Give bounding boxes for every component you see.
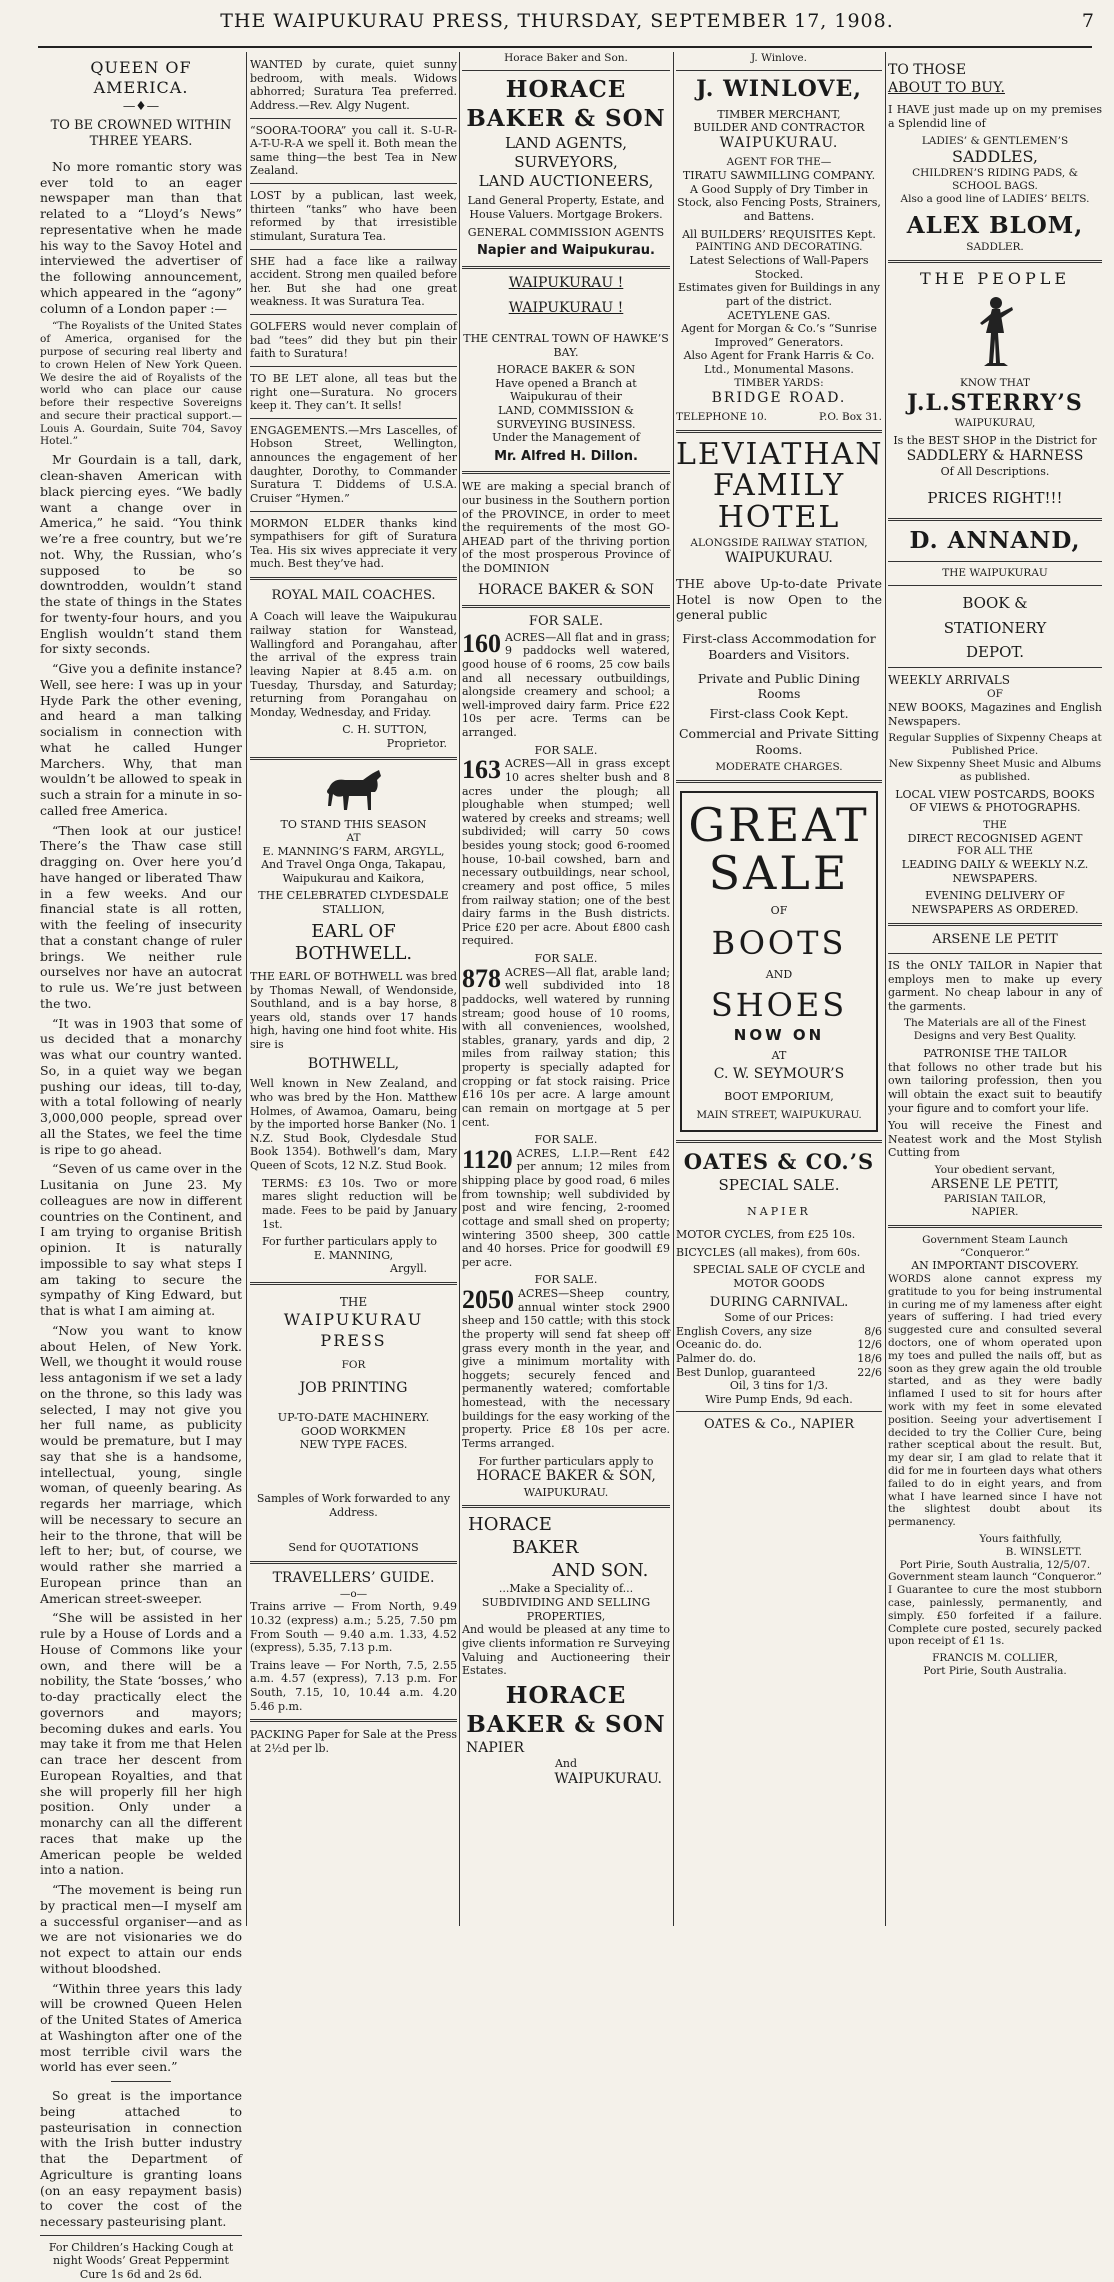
ad-golfers: GOLFERS would never complain of bad “tees” did they but pin their faith to Suratura! bbox=[250, 320, 457, 361]
property-listing bbox=[462, 1144, 670, 1270]
hotel-cook: First-class Cook Kept. bbox=[709, 706, 849, 722]
masthead bbox=[0, 0, 1114, 42]
oates-footer: OATES & Co., NAPIER bbox=[703, 1417, 855, 1433]
sire-description: Well known in New Zealand, and who was bred by the Hon. Matthew Holmes, of Awamoa, Oamaru, being by the imported horse Banker (No. 1 N.Z. Stud Book, Clydesdale Stud Book 1354). Bothwell’s dam, Mary Queen of Scots, 12 N.Z. Stud Book. bbox=[250, 1077, 457, 1173]
firm-line: LAND AUCTIONEERS, bbox=[478, 171, 654, 190]
hotel-name-line2: FAMILY bbox=[712, 468, 846, 504]
article-paragraph: “It was in 1903 that some of us decided that a monarchy was what our country wanted. So, in a quiet way we began pushing our ideas, till to-day, with a total following of nearly 3,000,000 people, spread over all the States, we feel the time is ripe to go ahead. bbox=[40, 1015, 242, 1157]
annand-books: NEW BOOKS, Magazines and English Newspapers. bbox=[888, 701, 1102, 728]
collier-launch2: Government steam launch “Conqueror.” bbox=[888, 1571, 1102, 1584]
press-ad-samples: Samples of Work forwarded to any Address. bbox=[256, 1492, 451, 1519]
annand-delivery: EVENING DELIVERY OF NEWSPAPERS AS ORDERED. bbox=[911, 889, 1079, 916]
ad-rule bbox=[888, 518, 1102, 521]
for-sale-heading: FOR SALE. bbox=[534, 1133, 598, 1147]
column-classifieds bbox=[250, 52, 457, 1928]
ad-she: SHE had a face like a railway accident. Strong men quailed before her. But she had one great weakness. It was Suratura Tea. bbox=[250, 254, 457, 309]
listing-acres: 1120 bbox=[462, 1144, 513, 1174]
price-item-name: English Covers, any size bbox=[676, 1324, 812, 1338]
sale-address: MAIN STREET, WAIPUKURAU. bbox=[696, 1109, 862, 1122]
header-rule bbox=[38, 46, 1092, 48]
blom-saddles: SADDLES, bbox=[952, 147, 1038, 167]
ad-peppermint-cure: For Children’s Hacking Cough at night Woods’ Great Peppermint Cure 1s 6d and 2s 6d. bbox=[48, 2240, 234, 2282]
sale-and: AND bbox=[765, 967, 793, 981]
blom-name: ALEX BLOM, bbox=[906, 211, 1084, 239]
firm-line: GENERAL COMMISSION AGENTS bbox=[467, 225, 665, 239]
ad-rule bbox=[250, 577, 457, 580]
press-ad-job-printing: JOB PRINTING bbox=[299, 1379, 408, 1396]
listing-description: ACRES, L.I.P.—Rent £42 per annum; 12 miles from shipping place by good road, 6 miles from township; well subdivided by post and wire fencing, 2-roomed cottage and small shed on property; wintering 3500 sheep, 300 cattle and 40 horses. Price for goodwill £9 per acre. bbox=[462, 1146, 670, 1269]
stallion-at: AT bbox=[346, 831, 361, 844]
column-divider bbox=[459, 52, 460, 1926]
column-winlove-hotel-oates bbox=[676, 52, 882, 1928]
ad-rule bbox=[250, 366, 457, 367]
assistance-notice: And would be pleased at any time to give clients information re Surveying Valuing and Auctioneering their Estates. bbox=[462, 1623, 670, 1678]
ad-engagements: ENGAGEMENTS.—Mrs Lascelles, of Hobson Street, Wellington, announces the engagement of her daughter, Dorothy, to Commander Suratura T. Diddems of U.S.A. Cruiser “Hymen.” bbox=[250, 423, 457, 505]
packing-paper-ad: PACKING Paper for Sale at the Press at 2½d per lb. bbox=[250, 1728, 457, 1755]
price-item-value: 22/6 bbox=[857, 1365, 882, 1379]
winlove-agent: AGENT FOR THE— bbox=[726, 156, 832, 169]
article-subtitle: TO BE CROWNED WITHIN THREE YEARS. bbox=[50, 118, 232, 150]
ad-rule bbox=[250, 418, 457, 419]
column-local-traders bbox=[888, 52, 1102, 1928]
oates-town: NAPIER bbox=[747, 1204, 811, 1218]
annand-line: Regular Supplies of Sixpenny Cheaps at Published Price. bbox=[888, 732, 1102, 758]
stallion-place: Argyll. bbox=[390, 1262, 427, 1276]
ad-rule bbox=[250, 314, 457, 315]
stallion-heading: TO STAND THIS SEASON bbox=[280, 818, 427, 832]
further-particulars: For further particulars apply to bbox=[478, 1454, 654, 1468]
oates-prices-label: Some of our Prices: bbox=[724, 1311, 834, 1325]
oates-pump: Wire Pump Ends, 9d each. bbox=[705, 1392, 853, 1406]
tailor-servant: Your obedient servant, bbox=[934, 1164, 1056, 1177]
trains-leave: Trains leave — For North, 7.5, 2.55 a.m. 4.57 (express), 7.13 p.m. For South, 7.15, 10, 10.44 a.m. 4.20 5.46 p.m. bbox=[250, 1658, 457, 1713]
sterry-town: WAIPUKURAU, bbox=[954, 417, 1036, 430]
ad-rule bbox=[676, 70, 882, 71]
annand-name: D. ANNAND, bbox=[909, 526, 1081, 554]
hotel-open: THE above Up-to-date Private Hotel is now Open to the general public bbox=[676, 575, 882, 623]
annand-for-all: FOR ALL THE bbox=[957, 845, 1033, 858]
column-article-queen-of-america bbox=[40, 52, 242, 2282]
ad-to-be-let: TO BE LET alone, all teas but the right one—Suratura. No grocers keep it. They can’t. It sells! bbox=[250, 371, 457, 413]
ad-rule bbox=[250, 1282, 457, 1285]
ad-rule bbox=[250, 511, 457, 512]
winlove-town: WAIPUKURAU. bbox=[719, 134, 839, 151]
press-ad-the: THE bbox=[339, 1295, 368, 1310]
for-sale-heading: FOR SALE. bbox=[534, 952, 598, 966]
ad-rule bbox=[462, 471, 670, 474]
ad-rule bbox=[888, 923, 1102, 926]
listing-acres: 2050 bbox=[462, 1285, 514, 1315]
special-branch-notice: WE are making a special branch of our business in the Southern portion of the PROVINCE, in order to meet the requirements of the most GO-AHEAD part of the thriving portion of the most prosperous Province of the DOMINION bbox=[462, 480, 670, 576]
price-item-value: 12/6 bbox=[857, 1338, 882, 1352]
firm-name-line1: HORACE bbox=[505, 1681, 627, 1709]
blom-line: LADIES’ & GENTLEMEN’S bbox=[921, 134, 1069, 147]
for-sale-heading: FOR SALE. bbox=[534, 1273, 598, 1287]
column-divider bbox=[246, 52, 247, 1926]
collier-address: Port Pirie, South Australia. bbox=[923, 1664, 1067, 1677]
hotel-dining: Private and Public Dining Rooms bbox=[697, 670, 861, 702]
ad-rule bbox=[888, 561, 1102, 562]
news-brief-butter: So great is the importance being attached to pasteurisation in connection with the Irish butter industry that the Department of Agriculture is granting loans (on an easy repayment basis) to cover the cost of the necessary pasteurising plant. bbox=[40, 2088, 242, 2230]
ad-suratura-soora: “SOORA-TOORA” you call it. S-U-R-A-T-U-R-A we spell it. Both mean the same thing—the best Tea in New Zealand. bbox=[250, 123, 457, 178]
ad-rule bbox=[676, 1140, 882, 1143]
annand-of: OF bbox=[987, 688, 1003, 701]
annand-line: STATIONERY bbox=[943, 618, 1047, 637]
property-listing bbox=[462, 628, 670, 740]
ad-rule bbox=[250, 118, 457, 119]
price-item-name: Palmer do. do. bbox=[676, 1351, 757, 1365]
hotel-charges: MODERATE CHARGES. bbox=[715, 761, 843, 774]
for-sale-heading: FOR SALE. bbox=[534, 743, 598, 757]
winlove-name: J. WINLOVE, bbox=[696, 75, 862, 102]
ad-rule bbox=[462, 1505, 670, 1508]
ad-rule bbox=[250, 1719, 457, 1722]
firm-name: HORACE BAKER & SON, bbox=[476, 1468, 656, 1485]
blom-trade: SADDLER. bbox=[966, 240, 1024, 253]
speciality-label: ...Make a Speciality of... bbox=[498, 1582, 634, 1596]
sale-item: SHOES bbox=[710, 986, 848, 1025]
oates-name: OATES & CO.’S bbox=[683, 1149, 875, 1175]
press-ad-name: WAIPUKURAU PRESS bbox=[283, 1310, 424, 1350]
winlove-estimates: Estimates given for Buildings in any part of the district. bbox=[678, 281, 880, 308]
listing-acres: 878 bbox=[462, 963, 501, 993]
sterry-name: J.L.STERRY’S bbox=[907, 389, 1083, 416]
ad-rule bbox=[250, 249, 457, 250]
winlove-yards-label: TIMBER YARDS: bbox=[734, 376, 824, 389]
stallion-description: THE EARL OF BOTHWELL was bred by Thomas Newall, of Wendonside, Southland, and is a bay horse, 8 years old, stands over 17 hands high, having one hind foot white. His sire is bbox=[250, 969, 457, 1052]
hotel-sitting-rooms: Commercial and Private Sitting Rooms. bbox=[678, 725, 880, 757]
tailor-patronise: PATRONISE THE TAILOR bbox=[923, 1047, 1067, 1061]
sterry-best-shop: Is the BEST SHOP in the District for bbox=[893, 434, 1097, 448]
price-row bbox=[676, 1352, 882, 1366]
sale-item: BOOTS bbox=[711, 924, 847, 963]
newspaper-title: THE WAIPUKURAU PRESS, THURSDAY, SEPTEMBER 17, 1908. bbox=[220, 10, 894, 32]
winlove-line: TIMBER MERCHANT, bbox=[717, 107, 841, 121]
collier-launch: Government Steam Launch “Conqueror.” bbox=[922, 1233, 1068, 1259]
tailor-intro: IS the ONLY TAILOR in Napier that employs men to make up every garment. No cheap labour in any of the garments. bbox=[888, 958, 1102, 1013]
firm-name-line2: BAKER & SON bbox=[466, 1710, 666, 1738]
article-divider: —♦— bbox=[122, 98, 160, 114]
sale-of: OF bbox=[770, 903, 788, 917]
winlove-telephone: TELEPHONE 10. bbox=[676, 411, 768, 424]
stallion-travel: And Travel Onga Onga, Takapau, Waipukurau and Kaikora, bbox=[261, 858, 446, 885]
man-illustration bbox=[970, 293, 1020, 373]
sale-headline: GREAT bbox=[688, 798, 870, 853]
collier-testimonial: WORDS alone cannot express my gratitude to you for being instrumental in curing me of my lameness after eight years of suffering. I had tried every suggested cure and consulted several doctors, one of whom operated upon my toes and pulled the nails off, but as soon as they grew again the old trouble started, and as they were badly inflamed I used to sit for hours after work with my feet in some elevated position. Seeing your advertisement I decided to try the Collier Cure, being rather sceptical about the result. But, my dear sir, I am glad to relate that it did for me in fourteen days what others failed to do in eight years, and from what I have learned since I have not the slightest doubt about its permanency. bbox=[888, 1273, 1102, 1529]
annand-postcards: LOCAL VIEW POSTCARDS, BOOKS OF VIEWS & PHOTOGRAPHS. bbox=[895, 787, 1095, 815]
price-item-value: 8/6 bbox=[864, 1324, 882, 1338]
article-rule bbox=[111, 2081, 171, 2082]
listing-acres: 160 bbox=[462, 628, 501, 658]
coaches-body: A Coach will leave the Waipukurau railway station for Wanstead, Wallingford and Porangahau, after the arrival of the express train leaving Napier at 8.45 a.m. on Tuesday, Thursday, and Saturday; returning from Porangahau on Monday, Wednesday, and Friday. bbox=[250, 610, 457, 719]
annand-line: DEPOT. bbox=[966, 643, 1024, 662]
hotel-name-line3: HOTEL bbox=[717, 499, 841, 535]
firm-name-line2: BAKER & SON bbox=[466, 104, 666, 132]
hotel-name-line1: LEVIATHAN bbox=[676, 436, 884, 472]
article-paragraph: “The movement is being run by practical men—I myself am a successful organiser—and as we are not visionaries we do not expect to attain our ends without bloodshed. bbox=[40, 1882, 242, 1976]
ad-rule bbox=[888, 260, 1102, 263]
article-title: QUEEN OF AMERICA. bbox=[90, 58, 192, 98]
sterry-headline: THE PEOPLE bbox=[919, 268, 1071, 288]
business-lines: LAND, COMMISSION & SURVEYING BUSINESS. bbox=[496, 404, 636, 431]
for-sale-heading: FOR SALE. bbox=[528, 614, 604, 630]
ad-header: Horace Baker and Son. bbox=[504, 52, 628, 64]
price-row bbox=[676, 1338, 882, 1352]
press-ad-workmen: GOOD WORKMEN bbox=[301, 1424, 406, 1438]
winlove-line: BUILDER AND CONTRACTOR bbox=[693, 121, 865, 135]
article-paragraph: “Then look at our justice! There’s the Thaw case still dragging on. Over here you’d have hanged or liberated Thaw in a few weeks. And our financial state is all rotten, with the feeling of insecurity that a constant change of ruler brings. We neither rule ourselves nor have an autocrat to rule us. We’re just between the two. bbox=[40, 822, 242, 1011]
sterry-prices: PRICES RIGHT!!! bbox=[927, 488, 1063, 507]
press-ad-type-faces: NEW TYPE FACES. bbox=[299, 1438, 408, 1452]
property-listing bbox=[462, 757, 670, 948]
winlove-painting: PAINTING AND DECORATING. bbox=[695, 241, 863, 254]
boot-sale-ad bbox=[680, 791, 878, 1132]
collier-headline: AN IMPORTANT DISCOVERY. bbox=[911, 1259, 1079, 1273]
tailor-town: NAPIER. bbox=[971, 1206, 1019, 1219]
winlove-stock: A Good Supply of Dry Timber in Stock, also Fencing Posts, Strainers, and Battens. bbox=[677, 182, 881, 224]
sterry-saddlery: SADDLERY & HARNESS bbox=[906, 447, 1084, 464]
manager-name: Mr. Alfred H. Dillon. bbox=[494, 448, 638, 464]
sale-at: AT bbox=[771, 1048, 787, 1062]
tailor-body: that follows no other trade but his own tailoring profession, then you will obtain the exact suit to beautify your figure and to comfort your life. bbox=[888, 1060, 1102, 1115]
stallion-celebrated: THE CELEBRATED CLYDESDALE STALLION, bbox=[258, 889, 449, 917]
ad-rule bbox=[462, 70, 670, 71]
firm-name-stagger: BAKER bbox=[512, 1537, 579, 1559]
collier-yours: Yours faithfully, bbox=[979, 1532, 1062, 1545]
annand-weekly: WEEKLY ARRIVALS bbox=[888, 673, 1010, 688]
listing-description: ACRES—All flat and in grass; 9 paddocks well watered, good house of 6 rooms, 25 cow bails and all necessary outbuildings, alongside creamery and school; a well-improved dairy farm. Price £22 10s per acre. Terms can be arranged. bbox=[462, 630, 670, 740]
article-paragraph: “Now you want to know about Helen, of New York. Well, we thought it would rouse less antagonism if we set a lady on the throne, so this lady was selected, I may not give you her full name, as publicity would be premature, but I may say that she is a handsome, intellectual, young, single woman, of queenly bearing. As regards her marriage, which will be necessary to secure an heir to the throne, that will be left to her; but, of course, we would rather she married a European prince than an American street-sweeper. bbox=[40, 1322, 242, 1606]
firm-line: SURVEYORS, bbox=[514, 152, 618, 171]
ad-rule bbox=[676, 430, 882, 433]
tailor-signature: ARSENE LE PETIT, bbox=[931, 1176, 1059, 1192]
ad-lost: LOST by a publican, last week, thirteen “tanks” who have been reformed by that irresistible stimulant, Suratura Tea. bbox=[250, 189, 457, 243]
blom-intro: I HAVE just made up on my premises a Splendid line of bbox=[888, 103, 1102, 130]
listing-description: ACRES—Sheep country, annual winter stock 2900 sheep and 150 cattle; with this stock the property will send fat sheep off grass every month in the year, and give a minimum mortality with hoggets; securely fenced and permanently watered; comfortable homestead, with the necessary buildings for the easy working of the property. Price £8 10s per acre. Terms arranged. bbox=[462, 1287, 670, 1450]
ad-rule bbox=[462, 266, 670, 269]
central-town: THE CENTRAL TOWN OF HAWKE’S BAY. bbox=[463, 331, 669, 359]
column-divider bbox=[673, 52, 674, 1926]
article-paragraph: Mr Gourdain is a tall, dark, clean-shaven American with black piercing eyes. “We badly want a change over in America,” he said. “You think we’re a free country, but we’re not. Why, the Russian, who’s supposed to be so downtrodden, wouldn’t stand the state of things in the States for twenty-four hours, and you English wouldn’t stand them for sixty seconds. bbox=[40, 452, 242, 657]
firm-name-line1: HORACE bbox=[505, 75, 627, 103]
oates-oil: Oil, 3 tins for 1/3. bbox=[729, 1379, 829, 1393]
blom-heading: TO THOSE bbox=[888, 62, 967, 78]
ad-header: J. Winlove. bbox=[751, 52, 807, 64]
firm-name: HORACE BAKER & SON bbox=[496, 363, 636, 377]
hotel-town: WAIPUKURAU. bbox=[725, 550, 833, 567]
winlove-masons: Also Agent for Frank Harris & Co. Ltd., Monumental Masons. bbox=[683, 349, 875, 377]
firm-location: WAIPUKURAU. bbox=[554, 1770, 662, 1787]
listing-acres: 163 bbox=[462, 755, 501, 785]
press-ad-quotations: Send for QUOTATIONS bbox=[288, 1541, 419, 1555]
sire-name: BOTHWELL, bbox=[307, 1055, 400, 1072]
sterry-know: KNOW THAT bbox=[960, 376, 1030, 389]
firm-town: WAIPUKURAU. bbox=[523, 1485, 609, 1499]
coaches-title: ROYAL MAIL COACHES. bbox=[271, 588, 436, 603]
hotel-accommodation: First-class Accommodation for Boarders and Visitors. bbox=[682, 631, 876, 662]
press-ad-for: FOR bbox=[341, 1358, 366, 1371]
ad-rule bbox=[250, 1561, 457, 1564]
annand-agent: DIRECT RECOGNISED AGENT bbox=[907, 831, 1083, 845]
horse-illustration bbox=[319, 766, 389, 816]
article-paragraph: “Seven of us came over in the Lusitania on June 23. My colleagues are now in different countries on the Continent, and I am trying to organise British opinion. It is naturally impossible to say what steps I am taking to secure the sympathy of King Edward, but that is what I am aiming at. bbox=[40, 1161, 242, 1319]
oates-special: SPECIAL SALE OF CYCLE and MOTOR GOODS bbox=[692, 1263, 866, 1291]
oates-motor-cycles: MOTOR CYCLES, from £25 10s. bbox=[676, 1228, 856, 1242]
blom-line: CHILDREN’S RIDING PADS, & SCHOOL BAGS. bbox=[912, 167, 1078, 193]
firm-and: And bbox=[554, 1757, 578, 1771]
ad-rule bbox=[888, 667, 1102, 668]
ad-mormon-elder: MORMON ELDER thanks kind sympathisers for gift of Suratura Tea. His six wives appreciate it very much. Best they’ve had. bbox=[250, 516, 457, 571]
oates-carnival: DURING CARNIVAL. bbox=[709, 1294, 849, 1310]
ad-rule bbox=[888, 1225, 1102, 1228]
speciality: SUBDIVIDING AND SELLING PROPERTIES, bbox=[481, 1596, 651, 1623]
firm-line: Land General Property, Estate, and House Valuers. Mortgage Brokers. bbox=[467, 194, 665, 222]
sale-now-on: NOW ON bbox=[733, 1025, 825, 1044]
price-item-value: 18/6 bbox=[857, 1351, 882, 1365]
collier-guarantee: I Guarantee to cure the most stubborn case, painlessly, permanently, and simply. £50 forfeited if a failure. Complete cure posted, securely packed upon receipt of £1 1s. bbox=[888, 1584, 1102, 1648]
firm-name-stagger: HORACE bbox=[468, 1514, 552, 1536]
blom-heading: ABOUT TO BUY. bbox=[888, 79, 1005, 96]
travellers-guide-title: TRAVELLERS’ GUIDE. bbox=[272, 1569, 435, 1586]
column-horace-baker bbox=[462, 52, 670, 1928]
ad-rule bbox=[888, 953, 1102, 954]
winlove-company: TIRATU SAWMILLING COMPANY. bbox=[682, 169, 876, 183]
annand-line: New Sixpenny Sheet Music and Albums as published. bbox=[888, 758, 1102, 783]
stallion-further: For further particulars apply to bbox=[262, 1235, 438, 1249]
tailor-work: You will receive the Finest and Neatest work and the Most Stylish Cutting from bbox=[888, 1119, 1102, 1160]
price-item-name: Best Dunlop, guaranteed bbox=[676, 1365, 816, 1379]
ad-rule bbox=[676, 780, 882, 783]
coaches-signature: C. H. SUTTON, bbox=[342, 723, 427, 737]
winlove-gas: ACETYLENE GAS. bbox=[727, 308, 831, 322]
ad-rule bbox=[888, 585, 1102, 586]
collier-signed: B. WINSLETT. bbox=[1005, 1545, 1082, 1558]
branch-notice: Have opened a Branch at Waipukurau of their bbox=[495, 376, 637, 404]
tailor-name: ARSENE LE PETIT bbox=[932, 931, 1058, 947]
property-listing bbox=[462, 963, 670, 1130]
collier-name: FRANCIS M. COLLIER, bbox=[932, 1652, 1058, 1665]
firm-name: HORACE BAKER & SON bbox=[477, 581, 655, 598]
listing-description: ACRES—All flat, arable land; well subdivided into 18 paddocks, well watered by running stream; good house of 10 rooms, with all conveniences, woolshed, stables, granary, yards and dip, 2 miles from railway station; this property is specially adapted for cropping or fat stock raising. Price £16 10s per acre. A large amount can remain on mortgage at 5 per cent. bbox=[462, 965, 670, 1129]
oates-price-list bbox=[676, 1325, 882, 1380]
tailor-title: PARISIAN TAILOR, bbox=[943, 1193, 1047, 1206]
ad-rule bbox=[676, 1411, 882, 1412]
stallion-farm: E. MANNING’S FARM, ARGYLL, bbox=[262, 844, 445, 858]
sale-emporium: BOOT EMPORIUM, bbox=[724, 1089, 834, 1103]
collier-place: Port Pirie, South Australia, 12/5/07. bbox=[899, 1558, 1091, 1571]
annand-place: THE WAIPUKURAU bbox=[942, 566, 1048, 579]
waipukurau-heading: WAIPUKURAU ! bbox=[508, 300, 624, 317]
price-item-name: Oceanic do. do. bbox=[676, 1338, 762, 1352]
winlove-yards-address: BRIDGE ROAD. bbox=[711, 389, 847, 406]
article-quote: “The Royalists of the United States of America, organised for the purpose of securing real liberty and to crown Helen of New York Queen. We desire the aid of Royalists of the world who can place our cause before their respective Sovereigns and secure their practical support.—Louis A. Gourdain, Suite 704, Savoy Hotel.” bbox=[40, 320, 242, 448]
press-ad-machinery: UP-TO-DATE MACHINERY. bbox=[277, 1411, 430, 1425]
travellers-guide-divider: —o— bbox=[339, 1587, 368, 1600]
firm-location: NAPIER bbox=[466, 1739, 525, 1756]
oates-special-sale: SPECIAL SALE. bbox=[718, 1175, 840, 1194]
waipukurau-heading: WAIPUKURAU ! bbox=[508, 274, 624, 291]
firm-name-stagger: AND SON. bbox=[552, 1559, 649, 1581]
hotel-location: ALONGSIDE RAILWAY STATION, bbox=[690, 537, 868, 550]
ad-rule bbox=[250, 183, 457, 184]
management-label: Under the Management of bbox=[492, 431, 640, 445]
firm-locations: Napier and Waipukurau. bbox=[477, 243, 655, 259]
blom-belts: Also a good line of LADIES’ BELTS. bbox=[900, 193, 1090, 206]
stallion-terms: TERMS: £3 10s. Two or more mares slight reduction will be made. Fees to be paid by January 1st. bbox=[262, 1176, 457, 1231]
tailor-materials: The Materials are all of the Finest Designs and very Best Quality. bbox=[904, 1017, 1086, 1043]
annand-newspapers: LEADING DAILY & WEEKLY N.Z. NEWSPAPERS. bbox=[901, 858, 1089, 885]
winlove-requisites: All BUILDERS’ REQUISITES Kept. bbox=[682, 227, 876, 241]
trains-arrive: Trains arrive — From North, 9.49 10.32 (express) a.m.; 5.25, 7.50 pm From South — 9.40 a.m. 1.33, 4.52 (express), 5.35, 7.13 p.m. bbox=[250, 1600, 457, 1655]
oates-bicycles: BICYCLES (all makes), from 60s. bbox=[676, 1245, 861, 1259]
listing-description: ACRES—All in grass except 10 acres shelter bush and 8 acres under the plough; all ploughable when stumped; well watered by creeks and streams; well subdivided; will carry 50 cows besides young stock; good 6-roomed house, 10-bail cowshed, barn and necessary outbuildings, near school, creamery and post office, 5 miles from railway station; one of the best dairy farms in the Bush districts. Price £20 per acre. About £800 cash required. bbox=[462, 757, 670, 948]
ad-rule bbox=[250, 757, 457, 760]
property-listing bbox=[462, 1287, 670, 1451]
article-paragraph: “Within three years this lady will be crowned Queen Helen of the United States of America at Washington after one of the most terrible civil wars the world has ever seen.” bbox=[40, 1980, 242, 2075]
sterry-descriptions: Of All Descriptions. bbox=[940, 465, 1050, 479]
price-row bbox=[676, 1366, 882, 1380]
section-rule bbox=[40, 2235, 242, 2236]
article-paragraph: “Give you a definite instance? Well, see here: I was up in your Hyde Park the other evening, and heard a man talking socialism in connection with what he called Hunger Marchers. Why, that man wouldn’t be allowed to speak in such a strain for a minute in so-called free America. bbox=[40, 661, 242, 818]
stallion-owner: E. MANNING, bbox=[313, 1248, 394, 1262]
sale-headline: SALE bbox=[708, 846, 850, 901]
winlove-wallpaper: Latest Selections of Wall-Papers Stocked. bbox=[689, 254, 869, 281]
winlove-generators: Agent for Morgan & Co.’s “Sunrise Improved” Generators. bbox=[681, 322, 877, 349]
coaches-role: Proprietor. bbox=[386, 737, 447, 751]
price-row bbox=[676, 1325, 882, 1339]
firm-line: LAND AGENTS, bbox=[504, 133, 628, 152]
stallion-name: EARL OF BOTHWELL. bbox=[294, 920, 413, 965]
ad-rule bbox=[462, 605, 670, 608]
annand-the: THE bbox=[983, 818, 1007, 831]
annand-line: BOOK & bbox=[962, 593, 1028, 612]
article-paragraph: “She will be assisted in her rule by a House of Lords and a House of Commons like your own, and there will be a nobility, the State ‘bosses,’ who to-day practically elect the governors and mayors; becoming dukes and earls. You may take it from me that Helen can trace her descent from European Royalties, and that she will properly fill her high position. Only under a monarchy can all the different races that make up the American people be welded into a nation. bbox=[40, 1610, 242, 1878]
ad-wanted: WANTED by curate, quiet sunny bedroom, with meals. Widows abhorred; Suratura Tea preferred. Address.—Rev. Algy Nugent. bbox=[250, 58, 457, 112]
winlove-po-box: P.O. Box 31. bbox=[819, 411, 882, 424]
sale-shop: C. W. SEYMOUR’S bbox=[713, 1066, 845, 1083]
page-number: 7 bbox=[1081, 10, 1094, 32]
article-paragraph: No more romantic story was ever told to an eager newspaper man than that related to a “Lloyd’s News” representative when he made his way to the Savoy Hotel and interviewed the advertiser of the following announcement, which appeared in the “agony” column of a London paper :— bbox=[40, 158, 242, 316]
column-divider bbox=[885, 52, 886, 1926]
